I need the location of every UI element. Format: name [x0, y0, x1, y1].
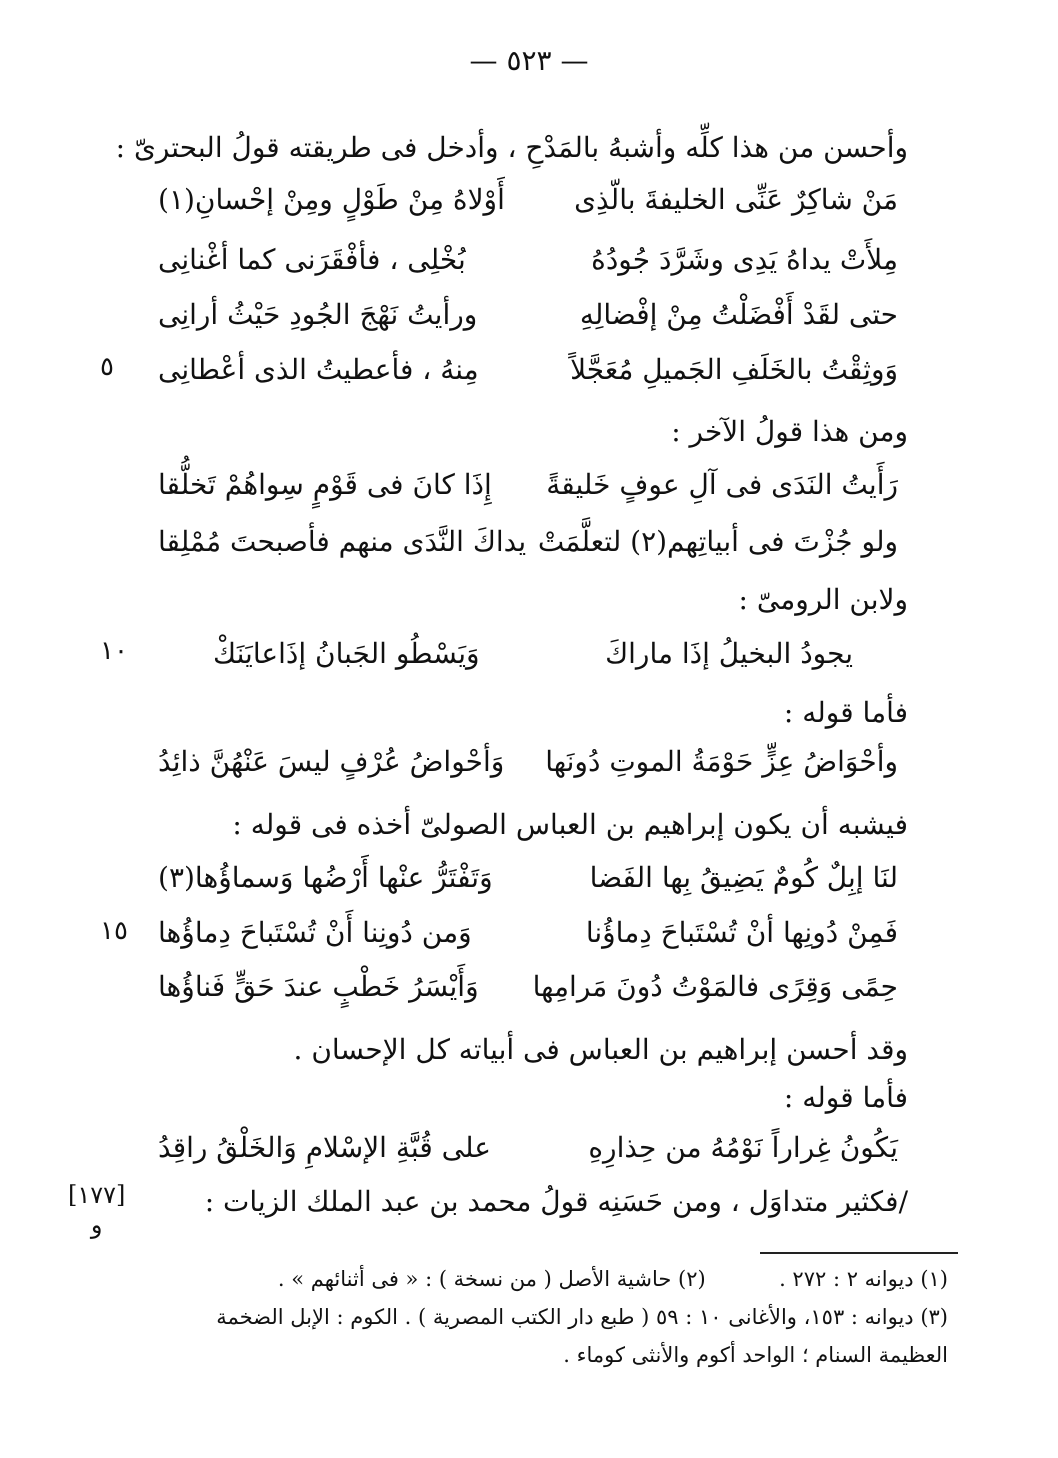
folio-marker: [68, 1180, 125, 1240]
verse-line: [158, 967, 898, 1007]
verse-line: [158, 350, 898, 390]
verse-hemistich-second: مِنهُ ، فأعطيتُ الذى أعْطانِى: [158, 353, 479, 386]
verse-line: [158, 913, 898, 953]
verse-line: [158, 240, 898, 280]
verse-line: [213, 634, 853, 674]
verse-hemistich-second: ورأيتُ نَهْجَ الجُودِ حَيْثُ أرانِى: [158, 298, 478, 331]
footnote-3-continued: العظيمة السنام ؛ الواحد أكوم والأنثى كوماء .: [563, 1343, 948, 1367]
prose-line: ولابن الرومىّ :: [738, 583, 908, 616]
prose-line: ومن هذا قولُ الآخر :: [671, 415, 908, 448]
verse-hemistich-second: على قُبَّةِ الإسْلامِ وَالخَلْقُ راقِدُ: [158, 1131, 491, 1164]
footnote-2: (٢) حاشية الأصل ( من نسخة ) : « فى أثنائهم » .: [277, 1267, 706, 1291]
verse-line: [158, 295, 898, 335]
verse-hemistich-first: مَنْ شاكِرٌ عَنِّى الخليفةَ بالّذِى: [574, 183, 898, 216]
verse-hemistich-first: فَمِنْ دُونِها أنْ تُسْتَباحَ دِماؤُنا: [585, 916, 898, 949]
folio-side: و: [90, 1211, 103, 1239]
verse-hemistich-first: يَكُونُ غِراراً نَوْمُهُ من حِذارِهِ: [588, 1131, 898, 1164]
footnote-line: [278, 1264, 948, 1294]
verse-line: [158, 1128, 898, 1168]
footnote-1: (١) ديوانه ٢ : ٢٧٢ .: [779, 1267, 948, 1291]
line-number-marker: ١٠: [100, 636, 128, 666]
verse-line: [158, 180, 898, 220]
prose-line: وأحسن من هذا كلِّه وأشبهُ بالمَدْحِ ، وأدخل فى طريقته قولُ البحترىّ :: [115, 131, 908, 164]
folio-number: [١٧٧]: [68, 1181, 126, 1209]
verse-hemistich-first: وأحْوَاضُ عِزٍّ حَوْمَةُ الموتِ دُونَها: [545, 745, 898, 778]
verse-hemistich-first: حتى لقَدْ أَفْضَلْتُ مِنْ إفْضالِهِ: [579, 298, 898, 331]
prose-line: وقد أحسن إبراهيم بن العباس فى أبياته كل الإحسان .: [293, 1033, 908, 1066]
verse-line: [158, 858, 898, 898]
prose-line: /فكثير متداوَل ، ومن حَسَنِه قولُ محمد بن عبد الملك الزيات :: [204, 1185, 908, 1218]
verse-hemistich-second: إِذَا كانَ فى قَوْمٍ سِواهُمْ تَخلُّقا: [158, 468, 492, 501]
verse-hemistich-first: وَوثِقْتُ بالخَلَفِ الجَميلِ مُعَجَّلاً: [570, 353, 898, 386]
prose-line: فأما قوله :: [783, 1081, 908, 1114]
verse-line: [158, 465, 898, 505]
verse-line: [158, 522, 898, 562]
verse-hemistich-second: وَأحْواضُ عُرْفٍ ليسَ عَنْهُنَّ ذائِدُ: [158, 745, 505, 778]
footnote-divider: [760, 1252, 958, 1254]
verse-hemistich-second: بُخْلِى ، فأفْقَرَنى كما أغْنانِى: [158, 243, 466, 276]
prose-line: فأما قوله :: [783, 696, 908, 729]
verse-hemistich-first: مِلأَتْ يداهُ يَدِى وشَرَّدَ جُودُهُ: [591, 243, 898, 276]
line-number-marker: ١٥: [100, 916, 128, 946]
footnote-3: (٣) ديوانه : ١٥٣، والأغانى ١٠ : ٥٩ ( طبع دار الكتب المصرية ) . الكوم : الإبل الضخمة: [216, 1305, 948, 1329]
line-number-marker: ٥: [100, 352, 114, 382]
verse-line: [158, 742, 898, 782]
verse-hemistich-first: لنَا إبِلٌ كُومٌ يَضِيقُ بِها الفَضا: [589, 861, 898, 894]
verse-hemistich-first: يجودُ البخيلُ إذَا ماراكَ: [605, 637, 853, 670]
prose-line: فيشبه أن يكون إبراهيم بن العباس الصولىّ أخذه فى قوله :: [232, 808, 908, 841]
verse-hemistich-first: رَأَيتُ النَدَى فى آلِ عوفٍ خَليقةً: [546, 468, 898, 501]
verse-hemistich-first: حِمًى وَقِرًى فالمَوْتُ دُونَ مَرامِها: [532, 970, 898, 1003]
verse-hemistich-second: أَوْلاهُ مِنْ طَوْلٍ ومِنْ إحْسانِ(١): [158, 183, 505, 216]
verse-hemistich-second: وَتَفْتَرُّ عنْها أَرْضُها وَسماؤُها(٣): [158, 861, 493, 894]
verse-hemistich-second: وَأَيْسَرُ خَطْبٍ عندَ حَقٍّ فَناؤُها: [158, 970, 479, 1003]
verse-hemistich-second: يداكَ النَّدَى منهم فأصبحتَ مُمْلِقا: [158, 525, 527, 558]
verse-hemistich-second: وَمن دُونِنا أَنْ تُسْتَباحَ دِماؤُها: [158, 916, 472, 949]
verse-hemistich-second: وَيَسْطُو الجَبانُ إذَاعايَنَكْ: [213, 637, 480, 670]
page-number: — ٥٢٣ —: [469, 44, 589, 77]
verse-hemistich-first: ولو جُزْتَ فى أبياتِهم(٢) لتعلَّمَتْ: [537, 525, 898, 558]
